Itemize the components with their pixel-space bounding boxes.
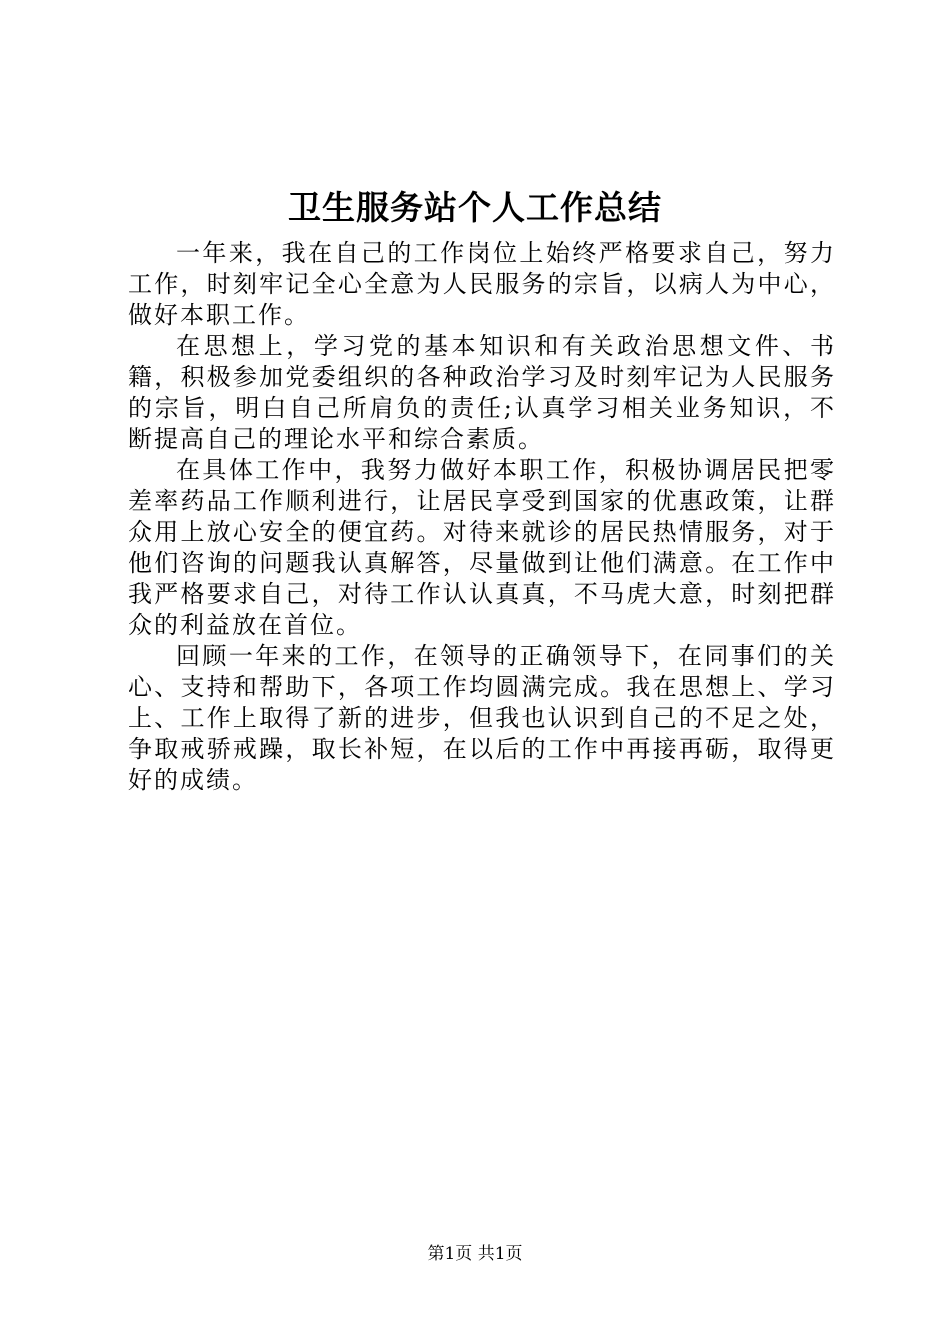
page-footer: 第1页 共1页: [427, 1244, 523, 1264]
paragraph-4: 回顾一年来的工作，在领导的正确领导下，在同事们的关心、支持和帮助下，各项工作均圆满完成。我在思想上、学习上、工作上取得了新的进步，但我也认识到自己的不足之处，争取戒骄戒躁，取长补短，在以后的工作中再接再砺，取得更好的成绩。: [128, 642, 836, 794]
document-title: 卫生服务站个人工作总结: [288, 188, 662, 227]
paragraph-3: 在具体工作中，我努力做好本职工作，积极协调居民把零差率药品工作顺利进行，让居民享受到国家的优惠政策，让群众用上放心安全的便宜药。对待来就诊的居民热情服务，对于他们咨询的问题我认真解答，尽量做到让他们满意。在工作中我严格要求自己，对待工作认认真真，不马虎大意，时刻把群众的利益放在首位。: [128, 456, 836, 639]
paragraph-1: 一年来，我在自己的工作岗位上始终严格要求自己，努力工作，时刻牢记全心全意为人民服务的宗旨，以病人为中心，做好本职工作。: [128, 239, 836, 329]
document-body: [128, 238, 836, 796]
paragraph-2: 在思想上，学习党的基本知识和有关政治思想文件、书籍，积极参加党委组织的各种政治学习及时刻牢记为人民服务的宗旨，明白自己所肩负的责任;认真学习相关业务知识，不断提高自己的理论水平和综合素质。: [128, 332, 836, 453]
